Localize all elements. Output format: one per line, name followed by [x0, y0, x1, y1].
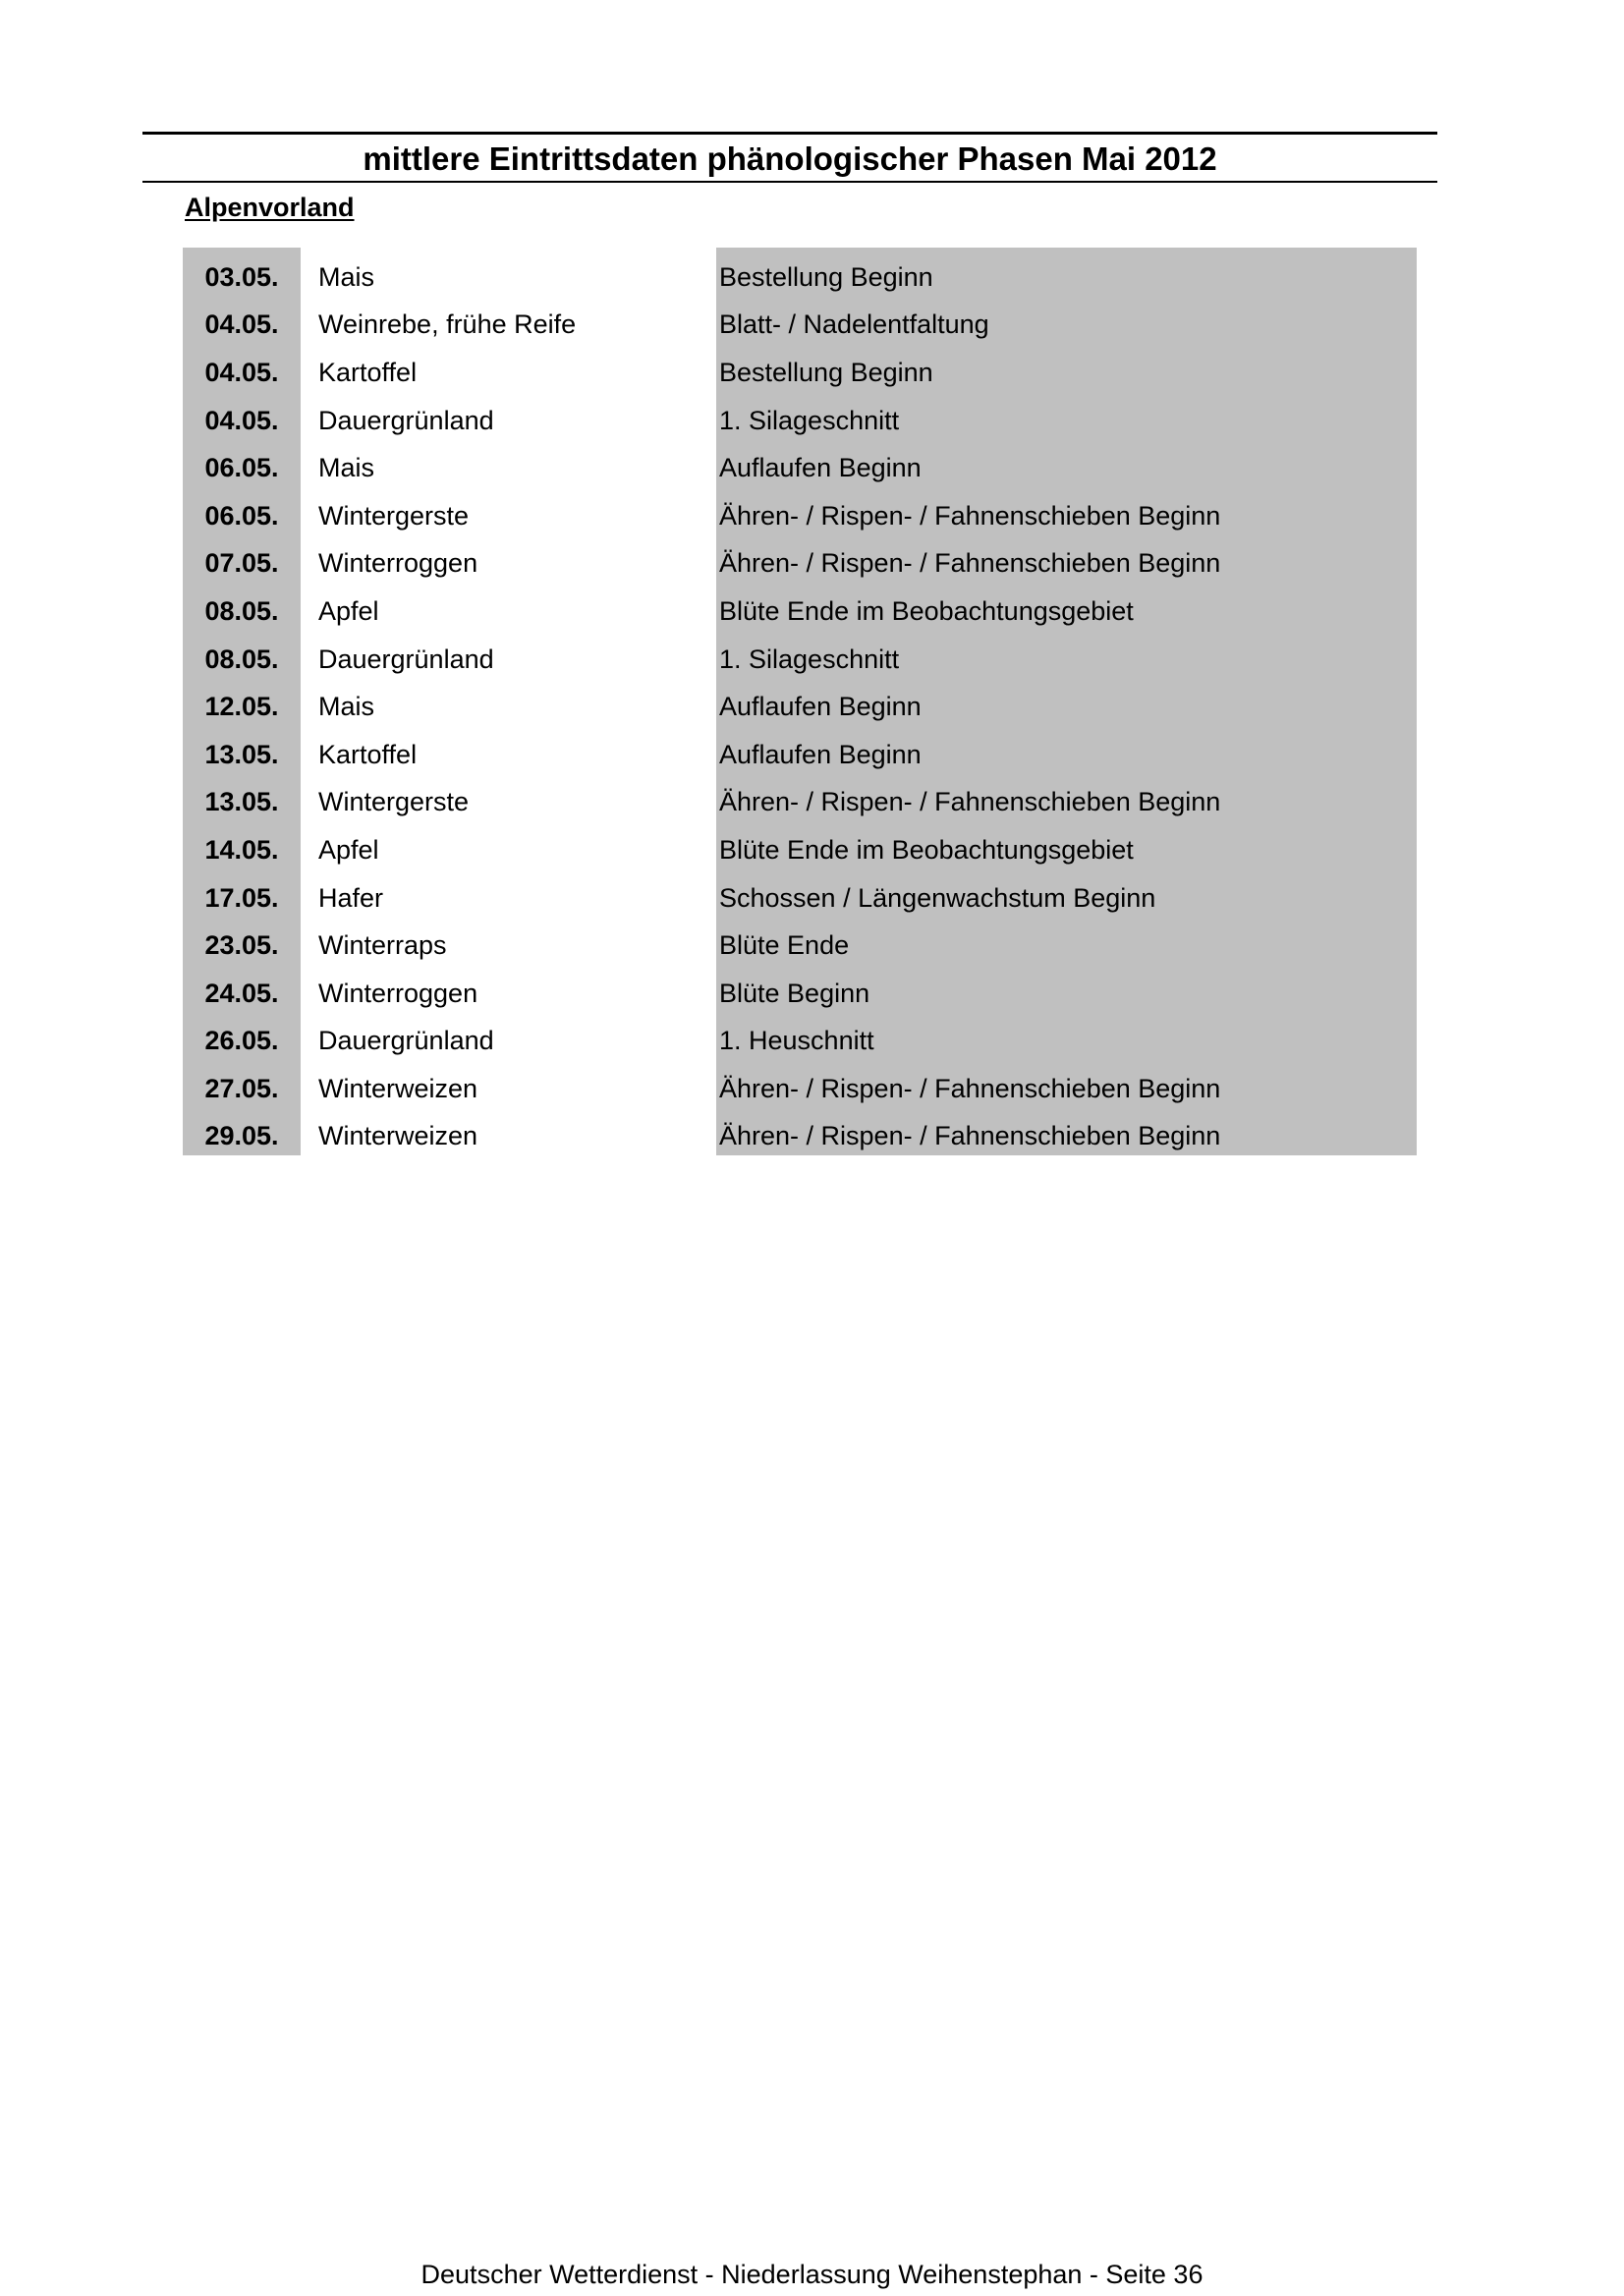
date-cell: 04.05. [204, 357, 279, 387]
phase-cell: Ähren- / Rispen- / Fahnenschieben Beginn [719, 787, 1221, 817]
phase-cell: Ähren- / Rispen- / Fahnenschieben Beginn [719, 548, 1221, 579]
phase-cell: 1. Heuschnitt [719, 1026, 874, 1056]
table-row [183, 683, 1417, 731]
table-row [183, 1018, 1417, 1066]
date-cell: 27.05. [204, 1073, 279, 1103]
table-row [183, 874, 1417, 923]
date-cell: 08.05. [204, 595, 279, 626]
date-cell: 04.05. [204, 309, 279, 340]
table-row [183, 922, 1417, 970]
crop-cell: Kartoffel [318, 739, 418, 769]
crop-cell: Dauergrünland [318, 644, 494, 674]
date-cell: 08.05. [204, 644, 279, 674]
date-cell: 06.05. [204, 500, 279, 531]
crop-cell: Dauergrünland [318, 1026, 494, 1056]
crop-cell: Wintergerste [318, 500, 470, 531]
crop-cell: Mais [318, 453, 375, 483]
title-block [142, 132, 1437, 183]
table-row [183, 779, 1417, 827]
phase-cell: Blüte Ende im Beobachtungsgebiet [719, 834, 1134, 865]
date-cell: 12.05. [204, 692, 279, 722]
table-row [183, 540, 1417, 588]
table-row [183, 636, 1417, 684]
region-heading: Alpenvorland [185, 193, 355, 222]
date-cell: 04.05. [204, 405, 279, 435]
table-row [183, 826, 1417, 874]
phase-cell: Blüte Beginn [719, 978, 870, 1008]
phase-cell: 1. Silageschnitt [719, 644, 900, 674]
date-cell: 03.05. [204, 261, 279, 292]
crop-cell: Hafer [318, 882, 384, 913]
crop-cell: Kartoffel [318, 357, 418, 387]
table-row [183, 302, 1417, 350]
crop-cell: Mais [318, 692, 375, 722]
phase-cell: Blüte Ende [719, 930, 850, 961]
phase-cell: Auflaufen Beginn [719, 692, 922, 722]
table-row [183, 970, 1417, 1018]
table-row [183, 397, 1417, 445]
date-cell: 17.05. [204, 882, 279, 913]
crop-cell: Mais [318, 261, 375, 292]
crop-cell: Winterroggen [318, 548, 478, 579]
phase-cell: Ähren- / Rispen- / Fahnenschieben Beginn [719, 500, 1221, 531]
date-cell: 26.05. [204, 1026, 279, 1056]
table-row [183, 1113, 1417, 1161]
date-cell: 07.05. [204, 548, 279, 579]
phase-cell: Bestellung Beginn [719, 261, 933, 292]
date-cell: 29.05. [204, 1121, 279, 1151]
crop-cell: Winterroggen [318, 978, 478, 1008]
table-row [183, 588, 1417, 636]
phase-cell: Schossen / Längenwachstum Beginn [719, 882, 1156, 913]
date-cell: 13.05. [204, 787, 279, 817]
crop-cell: Wintergerste [318, 787, 470, 817]
date-cell: 14.05. [204, 834, 279, 865]
phase-cell: Blatt- / Nadelentfaltung [719, 309, 989, 340]
crop-cell: Dauergrünland [318, 405, 494, 435]
phase-cell: Auflaufen Beginn [719, 453, 922, 483]
date-cell: 24.05. [204, 978, 279, 1008]
crop-cell: Apfel [318, 595, 379, 626]
phase-cell: 1. Silageschnitt [719, 405, 900, 435]
phase-cell: Ähren- / Rispen- / Fahnenschieben Beginn [719, 1073, 1221, 1103]
crop-cell: Winterraps [318, 930, 447, 961]
phase-cell: Auflaufen Beginn [719, 739, 922, 769]
table-rows [183, 248, 1417, 1160]
crop-cell: Apfel [318, 834, 379, 865]
crop-cell: Winterweizen [318, 1121, 478, 1151]
phase-cell: Blüte Ende im Beobachtungsgebiet [719, 595, 1134, 626]
date-cell: 13.05. [204, 739, 279, 769]
table-row [183, 349, 1417, 397]
table-row [183, 492, 1417, 540]
table-row [183, 444, 1417, 492]
crop-cell: Weinrebe, frühe Reife [318, 309, 577, 340]
crop-cell: Winterweizen [318, 1073, 478, 1103]
table-row [183, 253, 1417, 302]
date-cell: 23.05. [204, 930, 279, 961]
table-row [183, 731, 1417, 779]
table-row [183, 1065, 1417, 1113]
page-title: mittlere Eintrittsdaten phänologischer Phasen Mai 2012 [363, 140, 1217, 177]
page-footer: Deutscher Wetterdienst - Niederlassung Weihenstephan - Seite 36 [420, 2260, 1204, 2289]
date-cell: 06.05. [204, 453, 279, 483]
phase-cell: Ähren- / Rispen- / Fahnenschieben Beginn [719, 1121, 1221, 1151]
phase-cell: Bestellung Beginn [719, 357, 933, 387]
